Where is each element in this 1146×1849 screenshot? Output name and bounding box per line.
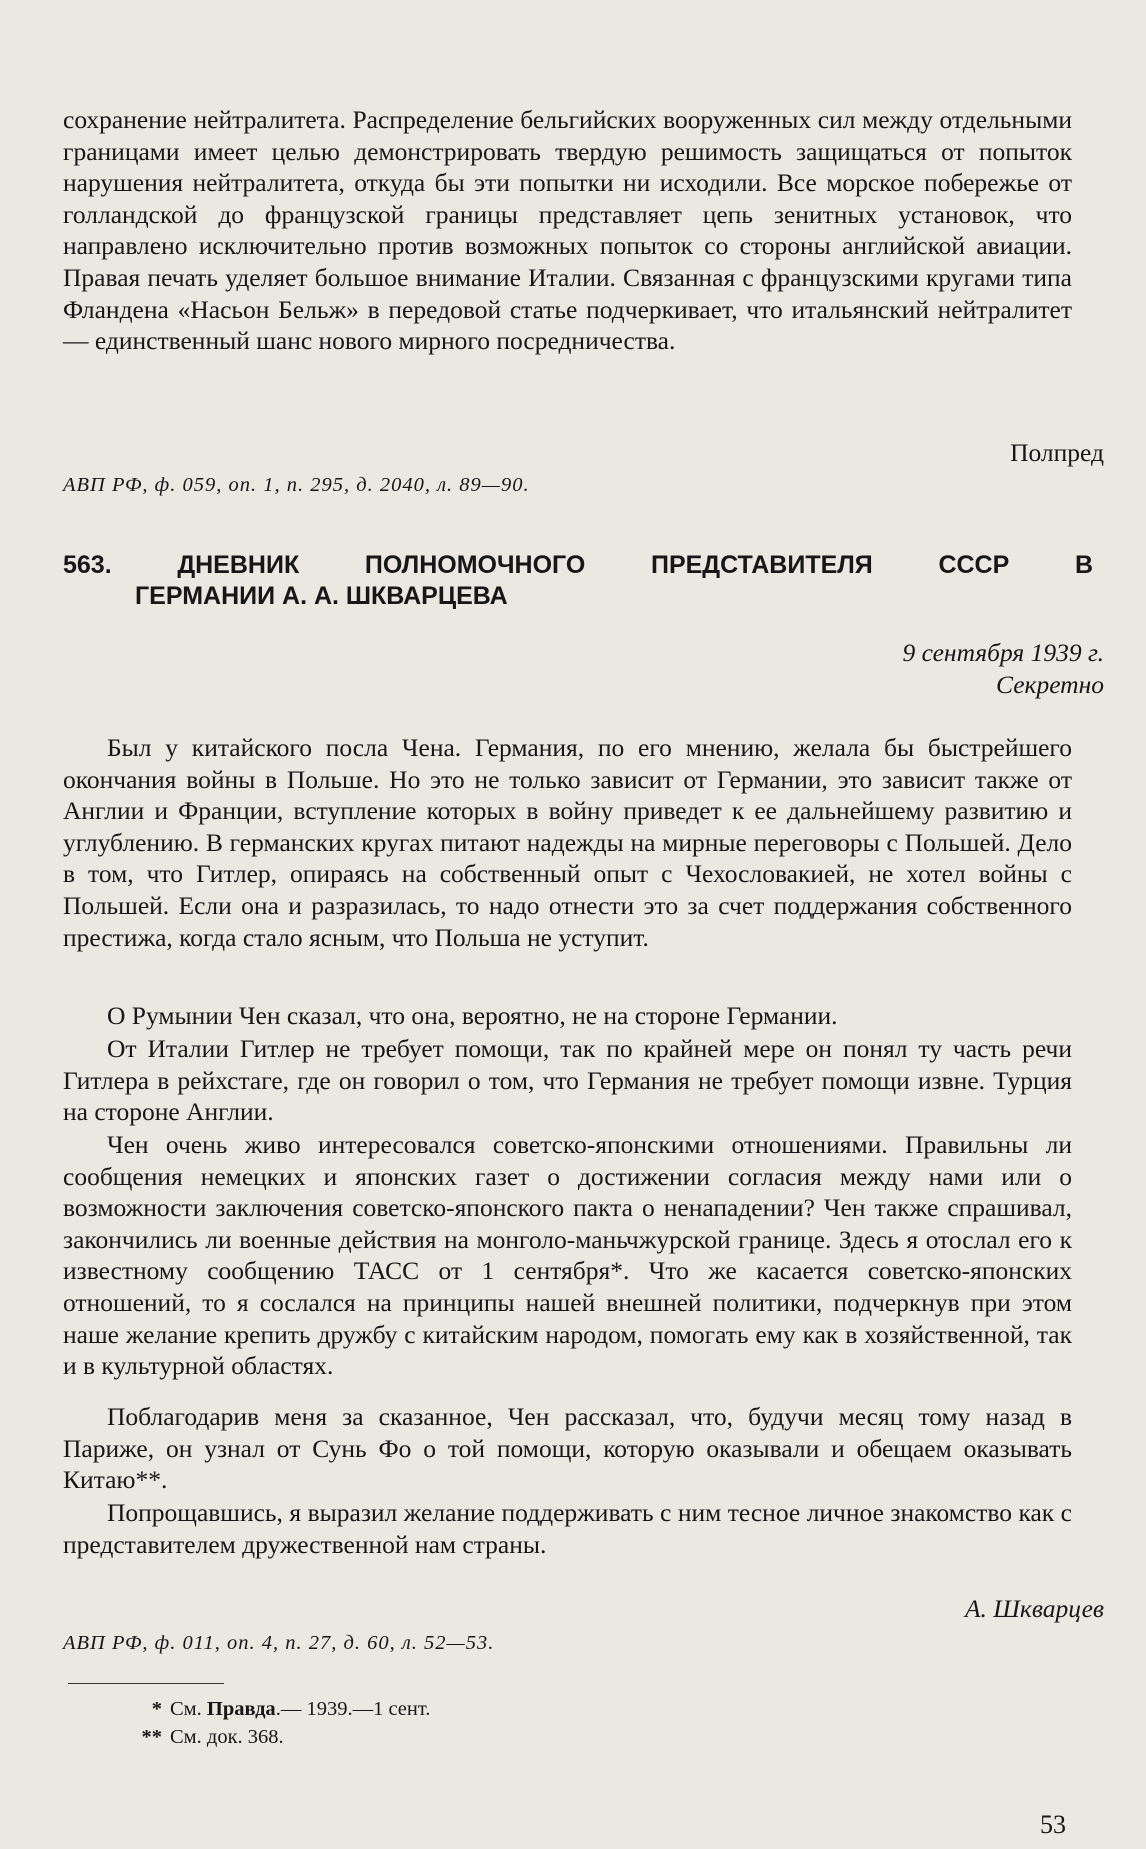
archive-source-1: АВП РФ, ф. 059, оп. 1, п. 295, д. 2040, л. 89—90. (63, 474, 530, 496)
document-date: 9 сентября 1939 г. (902, 638, 1104, 667)
footnote-1-pre: См. (170, 1698, 202, 1720)
classification-secret: Секретно (996, 670, 1104, 699)
document-heading-line-1: 563. ДНЕВНИК ПОЛНОМОЧНОГО ПРЕДСТАВИТЕЛЯ СССР В (63, 551, 1093, 579)
signature-polpred: Полпред (1010, 438, 1104, 467)
footnote-2-text: См. док. 368. (170, 1726, 284, 1748)
body-paragraph-6: Попрощавшись, я выразил желание поддерживать с ним тесное личное знакомство как с представителем дружественной нам страны. (63, 1498, 1072, 1559)
footnote-1-journal: Правда (206, 1698, 276, 1720)
signature-shkvartsev: А. Шкварцев (964, 1594, 1104, 1623)
document-heading-line-2: ГЕРМАНИИ А. А. ШКВАРЦЕВА (135, 582, 508, 610)
body-paragraph-2: О Румынии Чен сказал, что она, вероятно, не на стороне Германии. (107, 1001, 838, 1030)
footnote-1-mark: * (151, 1698, 162, 1720)
document-heading (63, 550, 1093, 612)
page-number: 53 (1040, 1810, 1066, 1839)
body-paragraph-4: Чен очень живо интересовался советско-японскими отношениями. Правильны ли сообщения немецких и японских газет о достижении согласия между нами или о возможности заключения советско-японского пакта о ненападении? Чен также спрашивал, закончились ли военные действия на монголо-маньчжурской границе. Здесь я отослал его к известному сообщению ТАСС от 1 сентября*. Что же касается советско-японских отношений, то я сослался на принципы нашей внешней политики, подчеркнув при этом наше желание крепить дружбу с китайским народом, помогать ему как в хозяйственной, так и в культурной областях. (63, 1130, 1072, 1381)
body-paragraph-5: Поблагодарив меня за сказанное, Чен рассказал, что, будучи месяц тому назад в Париже, он узнал от Сунь Фо о той помощи, которую оказывали и обещаем оказывать Китаю**. (63, 1402, 1072, 1495)
footnote-2-mark: ** (141, 1726, 162, 1748)
footnote-1-post: .— 1939.—1 сент. (275, 1698, 431, 1720)
footnote-divider (68, 1683, 224, 1684)
footnote-1 (128, 1696, 430, 1722)
footnote-2 (128, 1724, 284, 1750)
body-paragraph-3: От Италии Гитлер не требует помощи, так по крайней мере он понял ту часть речи Гитлера в рейхстаге, где он говорил о том, что Германия не требует помощи извне. Турция на стороне Англии. (63, 1034, 1072, 1127)
body-paragraph-1: Был у китайского посла Чена. Германия, по его мнению, желала бы быстрейшего окончания войны в Польше. Но это не только зависит от Германии, это зависит также от Англии и Франции, вступление которых в войну приведет к ее дальнейшему развитию и углублению. В германских кругах питают надежды на мирные переговоры с Польшей. Дело в том, что Гитлер, опираясь на собственный опыт с Чехословакией, не хотел войны с Польшей. Если она и разразилась, то надо отнести это за счет поддержания собственного престижа, когда стало ясным, что Польша не уступит. (63, 733, 1072, 952)
archive-source-2: АВП РФ, ф. 011, оп. 4, п. 27, д. 60, л. 52—53. (63, 1632, 495, 1654)
continued-paragraph: сохранение нейтралитета. Распределение бельгийских вооруженных сил между отдельными границами имеет целью демонстрировать твердую решимость защищаться от попыток нарушения нейтралитета, откуда бы эти попытки ни исходили. Все морское побережье от голландской до французской границы представляет цепь зенитных установок, что направлено исключительно против возможных попыток со стороны английской авиации. Правая печать уделяет большое внимание Италии. Связанная с французскими кругами типа Фландена «Насьон Бельж» в передовой статье подчеркивает, что итальянский нейтралитет — единственный шанс нового мирного посредничества. (63, 105, 1072, 356)
